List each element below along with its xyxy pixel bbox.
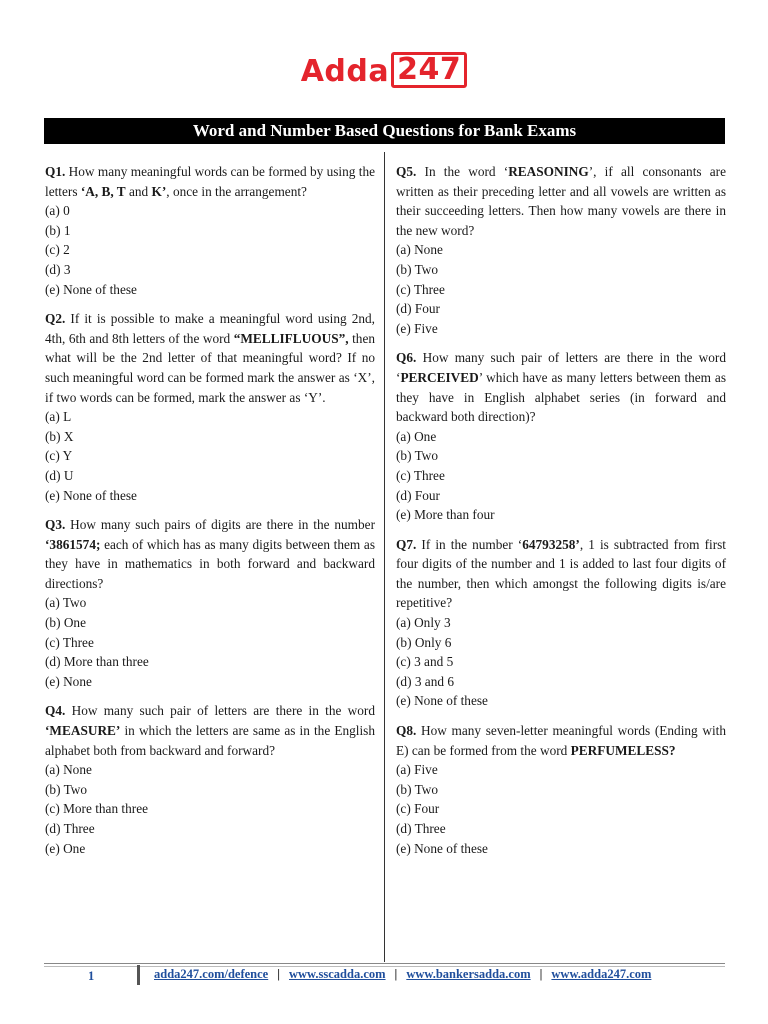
question-text	[45, 162, 375, 201]
answer-option: (c) Three	[396, 467, 445, 483]
question-text-segment: In the word ‘	[416, 164, 509, 179]
answer-option: (e) None of these	[45, 281, 137, 297]
page-number-bar	[137, 965, 140, 985]
answer-option: (c) Three	[45, 634, 94, 650]
emphasized-text: K’	[151, 183, 167, 199]
answer-option: (e) None of these	[45, 487, 137, 503]
question-text	[396, 348, 726, 426]
answer-option: (a) Five	[396, 762, 438, 778]
answer-option: (a) L	[45, 409, 72, 425]
question-number: Q5.	[396, 164, 417, 179]
question-block	[45, 162, 375, 299]
question-text-segment: If it is possible to make a meaningful word using 2nd, 4th, 6th and 8th letters of the word	[45, 311, 375, 346]
question-text-segment: each of which has as many digits between them as they have in mathematics in both forward and backward directions?	[45, 536, 375, 591]
question-text	[396, 535, 726, 613]
question-block	[396, 535, 726, 711]
logo-number-box: 247	[391, 52, 467, 88]
answer-option: (d) Three	[45, 821, 95, 836]
answer-option: (c) Three	[396, 281, 445, 297]
answer-option: (d) U	[45, 467, 74, 483]
question-text-segment: How many meaningful words can be formed by using the letters	[45, 164, 375, 199]
answer-option: (b) X	[45, 428, 74, 444]
answer-option: (b) Only 6	[396, 634, 452, 650]
question-text-segment: How many seven-letter meaningful words (Ending with E) can be formed from the word	[396, 723, 726, 758]
question-block	[396, 162, 726, 338]
question-text	[396, 162, 726, 240]
answer-option: (e) More than four	[396, 507, 495, 523]
link-sscadda[interactable]: www.sscadda.com	[289, 967, 386, 981]
adda247-logo	[0, 52, 768, 92]
answer-option: (a) 0	[45, 203, 70, 219]
answer-option: (b) Two	[396, 781, 439, 797]
question-text	[45, 515, 375, 593]
question-number: Q6.	[396, 350, 417, 366]
page-title: Word and Number Based Questions for Bank Exams	[44, 118, 725, 144]
column-divider	[384, 152, 385, 962]
emphasized-text: PERCEIVED	[400, 369, 479, 385]
answer-option: (b) Two	[396, 448, 439, 464]
question-block	[45, 701, 375, 858]
question-text	[45, 309, 375, 407]
question-number: Q8.	[396, 723, 417, 739]
footer-separator: |	[539, 967, 543, 981]
answer-option: (c) Four	[396, 801, 440, 817]
answer-option: (d) Four	[396, 487, 440, 503]
emphasized-text: ‘A, B, T	[80, 183, 126, 199]
footer-separator: |	[394, 967, 398, 981]
footer-rule	[44, 963, 725, 964]
emphasized-text: ‘3861574;	[45, 536, 101, 552]
footer-separator: |	[277, 967, 280, 981]
answer-option: (e) Five	[396, 320, 438, 336]
question-text-segment: ’, if all consonants are written as their preceding letter and all vowels are written as their succeeding letters. Then how many vowels are there in the new word?	[396, 164, 726, 238]
question-number: Q7.	[396, 536, 417, 552]
footer-links	[154, 965, 651, 983]
question-block	[45, 309, 375, 505]
answer-option: (b) Two	[396, 261, 439, 277]
answer-option: (d) More than three	[45, 654, 149, 670]
question-number: Q2.	[45, 311, 66, 327]
question-text-segment: , 1 is subtracted from first four digits of the number and 1 is added to last four digits of the number, then which amongst the following digits is/are repetitive?	[396, 536, 726, 611]
answer-option: (c) More than three	[45, 801, 148, 817]
answer-option: (d) Three	[396, 821, 446, 836]
left-question-column	[45, 162, 375, 868]
answer-option: (c) Y	[45, 448, 73, 464]
answer-option: (a) None	[45, 762, 92, 778]
right-question-column	[396, 162, 726, 868]
answer-option: (c) 3 and 5	[396, 654, 454, 670]
question-text-segment: ’ which have as many letters between them as they have in English alphabet series (in forward and backward both direction)?	[396, 369, 726, 425]
emphasized-text: REASONING	[508, 164, 589, 179]
emphasized-text: 64793258’	[522, 536, 580, 552]
answer-option: (e) None of these	[396, 840, 488, 856]
question-number: Q3.	[45, 517, 66, 533]
question-text-segment: How many such pair of letters are there in the word ‘	[396, 350, 726, 385]
page-footer	[44, 965, 725, 987]
question-text-segment: How many such pairs of digits are there in the number	[65, 517, 375, 533]
question-number: Q4.	[45, 703, 66, 719]
answer-option: (e) None of these	[396, 693, 488, 709]
question-text-segment: then what will be the 2nd letter of that meaningful word? If no such meaningful word can be formed mark the answer as ‘X’, if two words can be formed, mark the answer as ‘Y’.	[45, 330, 375, 405]
emphasized-text: ‘MEASURE’	[45, 723, 121, 739]
answer-option: (e) None	[45, 673, 92, 689]
emphasized-text: PERFUMELESS?	[570, 742, 676, 758]
answer-option: (a) Two	[45, 595, 87, 611]
question-block	[396, 348, 726, 524]
answer-option: (c) 2	[45, 242, 70, 258]
page-number: 1	[88, 969, 95, 983]
answer-option: (e) One	[45, 840, 86, 856]
question-text	[45, 701, 375, 760]
question-text-segment: If in the number ‘	[416, 536, 523, 552]
answer-option: (b) One	[45, 615, 86, 631]
question-number: Q1.	[45, 164, 66, 179]
link-defence[interactable]: adda247.com/defence	[154, 967, 269, 981]
question-text-segment: and	[125, 183, 152, 199]
answer-option: (a) None	[396, 242, 443, 258]
answer-option: (b) Two	[45, 781, 88, 797]
logo-text: Adda 247	[301, 54, 468, 89]
answer-option: (b) 1	[45, 222, 71, 238]
link-bankersadda[interactable]: www.bankersadda.com	[406, 967, 531, 981]
question-text-segment: , once in the arrangement?	[166, 183, 307, 199]
question-block	[45, 515, 375, 691]
question-block	[396, 721, 726, 858]
answer-option: (a) One	[396, 428, 437, 444]
answer-option: (d) 3	[45, 261, 71, 277]
question-text-segment: How many such pair of letters are there in the word	[65, 703, 375, 719]
question-text	[396, 721, 726, 760]
link-adda247[interactable]: www.adda247.com	[551, 967, 652, 981]
answer-option: (a) Only 3	[396, 615, 451, 631]
answer-option: (d) 3 and 6	[396, 673, 454, 689]
emphasized-text: “MELLIFLUOUS”,	[233, 330, 349, 346]
answer-option: (d) Four	[396, 301, 440, 317]
question-text-segment: in which the letters are same as in the English alphabet both from backward and forward?	[45, 723, 375, 758]
